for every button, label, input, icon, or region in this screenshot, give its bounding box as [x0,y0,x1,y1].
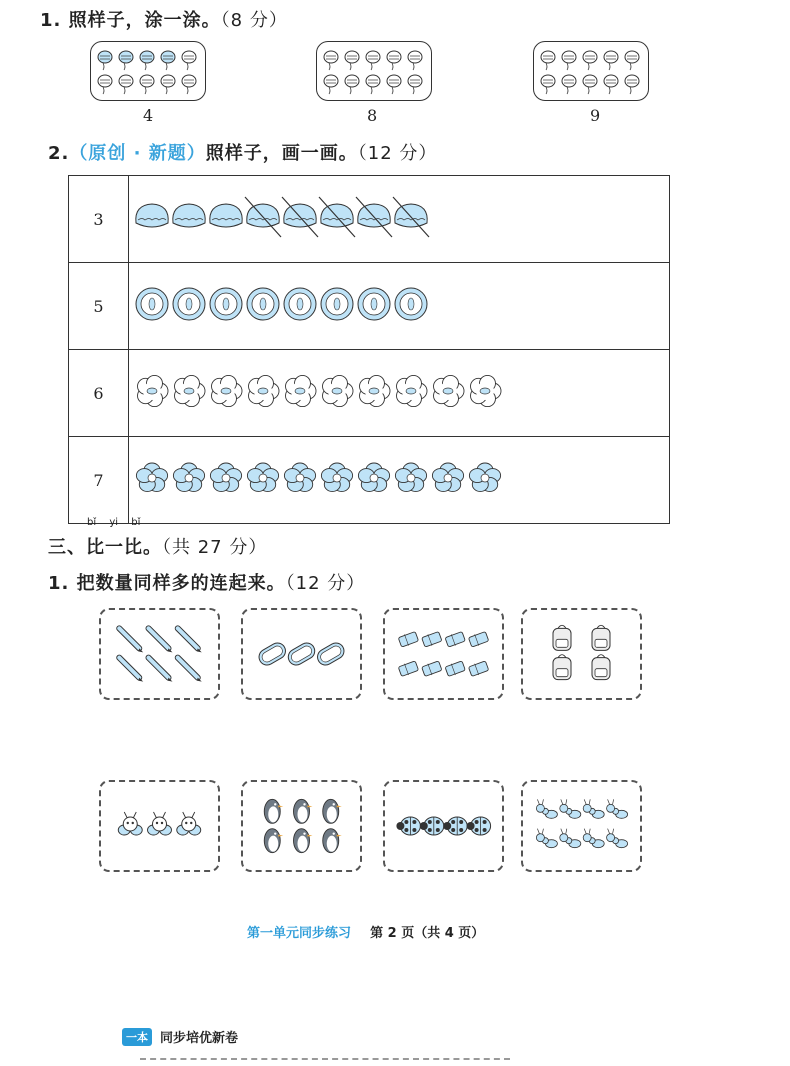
plate-icon [247,288,279,320]
pencil-icon [178,658,202,682]
bun-icon [136,204,168,227]
flower-icon [432,463,463,491]
eraser-icon [422,632,442,648]
row-shapes-4 [129,437,670,524]
plate-icon [284,288,316,320]
penguin-icon [294,829,313,853]
footer-page: 第 2 页（共 4 页） [370,926,485,941]
pinyin-1: bǐ [87,517,97,528]
lantern-icon [324,75,338,94]
ant-icon [536,829,557,848]
lantern-icon [583,51,597,70]
lantern-icon [98,75,112,94]
lantern-icon [324,51,338,70]
bee-icon [177,812,201,835]
pencil-case-icon [256,640,288,668]
brand-badge: 一本 [122,1028,152,1046]
lantern-icon [408,51,422,70]
table-row [69,263,670,350]
group-label-1: 4 [143,106,154,125]
eraser-icon [398,661,418,677]
ant-icon [560,829,581,848]
ant-icon [583,799,604,818]
table-row [69,437,670,524]
flower-row [130,438,668,518]
lantern-grid-1 [91,42,205,100]
flower-icon [247,463,278,491]
lantern-group-box-3 [533,41,649,101]
match-box-ants[interactable] [521,780,642,872]
lantern-grid-3 [534,42,648,100]
plate-icon [173,288,205,320]
lantern-icon [625,51,639,70]
eraser-icon [445,632,465,648]
table-row [69,350,670,437]
pencil-icon [178,628,202,652]
lantern-group-box-1 [90,41,206,101]
row-shapes-2 [129,263,670,350]
flower-icon [210,463,241,491]
ladybug-icon [467,817,491,835]
match-box-pencil-cases[interactable] [241,608,362,700]
lantern-icon [583,75,597,94]
plate-icon [136,288,168,320]
lantern-icon [345,51,359,70]
pencil-icon [149,628,173,652]
match-box-backpacks[interactable] [521,608,642,700]
flower-icon [469,463,500,491]
lantern-icon [366,51,380,70]
cookie-icon [434,375,464,406]
drawing-table [68,175,670,524]
lantern-grid-2 [317,42,431,100]
lantern-icon [345,75,359,94]
question-2-title: 2.（原创 · 新题）照样子，画一画。（12 分） [48,143,438,164]
ladybug-icon [443,817,467,835]
flower-icon [321,463,352,491]
eraser-icons [385,610,502,698]
question-1-title: 1. 照样子，涂一涂。（8 分） [40,10,288,31]
pencil-case-icons [243,610,360,698]
plate-icon [395,288,427,320]
row-shapes-3 [129,350,670,437]
eraser-icon [398,632,418,648]
lantern-icon [541,75,555,94]
row-label-7: 7 [69,437,129,524]
lantern-icon [604,75,618,94]
lantern-icon [182,51,196,70]
eraser-icon [468,661,488,677]
penguin-icons [243,782,360,870]
cookie-row [130,351,668,431]
bun-icon [282,197,318,237]
ant-icon [607,799,628,818]
group-label-2: 8 [367,106,378,125]
ladybug-icons [385,782,502,870]
lantern-group-box-2 [316,41,432,101]
plate-icon [358,288,390,320]
plate-row [130,264,668,344]
pinyin-annotation [87,517,140,528]
lantern-icon [604,51,618,70]
footer-unit: 第一单元同步练习 [247,926,352,941]
cookie-icon [360,375,390,406]
match-box-bees[interactable] [99,780,220,872]
penguin-icon [294,799,313,823]
lantern-icon [562,75,576,94]
lantern-icon [562,51,576,70]
cookie-icon [471,375,501,406]
backpack-icon [553,655,571,680]
bun-icon [245,197,281,237]
lantern-icon [140,51,154,70]
pencil-icons [101,610,218,698]
group-label-3: 9 [590,106,601,125]
row-label-5: 5 [69,263,129,350]
penguin-icon [323,829,342,853]
backpack-icon [592,625,610,650]
row-label-6: 6 [69,350,129,437]
bun-icon [319,197,355,237]
cookie-icon [175,375,205,406]
section-3-title: 三、比一比。（共 27 分） [48,537,268,558]
ant-icon [583,829,604,848]
ant-icons [523,782,640,870]
flower-icon [395,463,426,491]
cookie-icon [397,375,427,406]
match-box-ladybugs[interactable] [383,780,504,872]
pinyin-3: bǐ [131,517,141,528]
backpack-icon [553,625,571,650]
lantern-icon [140,75,154,94]
penguin-icon [323,799,342,823]
flower-icon [358,463,389,491]
plate-icon [210,288,242,320]
bun-icon [393,197,429,237]
pencil-icon [119,658,143,682]
table-row [69,176,670,263]
flower-icon [284,463,315,491]
cookie-icon [323,375,353,406]
pencil-icon [149,658,173,682]
ladybug-icon [420,817,444,835]
penguin-icon [264,799,283,823]
page-cut-line [140,1058,510,1066]
pencil-case-icon [285,640,317,668]
lantern-icon [161,51,175,70]
eraser-icon [422,661,442,677]
ant-icon [536,799,557,818]
ant-icon [607,829,628,848]
bee-icon [148,812,172,835]
bun-row [130,177,668,257]
flower-icon [173,463,204,491]
cookie-icon [286,375,316,406]
row-shapes-1 [129,176,670,263]
bun-icon [173,204,205,227]
next-page-header [122,1027,238,1046]
match-box-pencils[interactable] [99,608,220,700]
eraser-icon [445,661,465,677]
row-label-3: 3 [69,176,129,263]
lantern-icon [387,51,401,70]
lantern-icon [541,51,555,70]
flower-icon [136,463,167,491]
lantern-icon [387,75,401,94]
bee-icons [101,782,218,870]
penguin-icon [264,829,283,853]
lantern-icon [408,75,422,94]
ant-icon [560,799,581,818]
lantern-icon [182,75,196,94]
plate-icon [321,288,353,320]
cookie-icon [212,375,242,406]
lantern-icon [98,51,112,70]
cookie-icon [249,375,279,406]
lantern-icon [161,75,175,94]
ladybug-icon [396,817,420,835]
lantern-icon [119,75,133,94]
pinyin-2: yi [109,517,119,528]
match-box-penguins[interactable] [241,780,362,872]
eraser-icon [468,632,488,648]
backpack-icons [523,610,640,698]
pencil-icon [119,628,143,652]
pencil-case-icon [315,640,347,668]
backpack-icon [592,655,610,680]
bee-icon [118,812,142,835]
match-box-erasers[interactable] [383,608,504,700]
lantern-icon [119,51,133,70]
next-page-title: 同步培优新卷 [160,1031,239,1046]
page-footer [247,922,484,941]
bun-icon [356,197,392,237]
lantern-icon [366,75,380,94]
question-3-1-title: 1. 把数量同样多的连起来。（12 分） [48,573,366,594]
lantern-icon [625,75,639,94]
bun-icon [210,204,242,227]
cookie-icon [138,375,168,406]
